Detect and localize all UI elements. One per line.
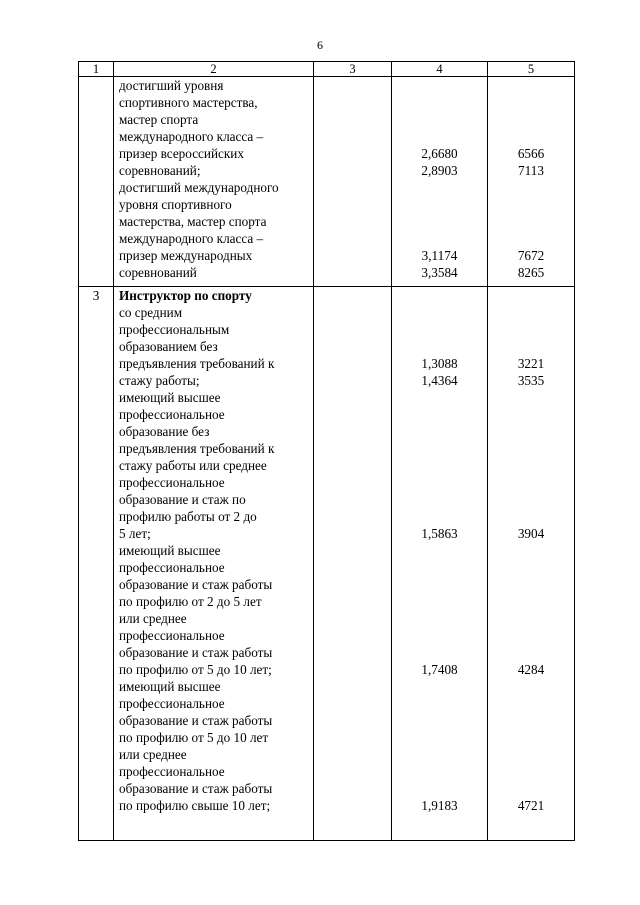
empty-cell [314, 77, 392, 287]
header-cell-5: 5 [488, 62, 575, 77]
description-line: образование и стаж работы [119, 645, 273, 660]
description-line: стажу работы; [119, 373, 200, 388]
description-line: образование и стаж по [119, 492, 246, 507]
description-line: профилю работы от 2 до [119, 509, 257, 524]
description-line: образование и стаж работы [119, 713, 273, 728]
salary-table [78, 61, 575, 841]
description-line: образование и стаж работы [119, 781, 273, 796]
table-row-sport-instructor [79, 287, 575, 841]
description-line: профессиональное [119, 560, 225, 575]
description-line: призер международных [119, 248, 253, 263]
description-line: соревнований; [119, 163, 201, 178]
description-line: мастерства, мастер спорта [119, 214, 267, 229]
position-description-cell [114, 77, 314, 287]
header-cell-1: 1 [79, 62, 114, 77]
description-line: имеющий высшее [119, 543, 221, 558]
description-line: образованием без [119, 339, 218, 354]
description-line: достигший уровня [119, 78, 224, 93]
description-line: международного класса – [119, 129, 264, 144]
coefficient-value: 2,6680 [421, 146, 458, 161]
salary-value: 7672 [517, 248, 545, 263]
description-line: профессиональное [119, 696, 225, 711]
description-line: по профилю свыше 10 лет; [119, 798, 271, 813]
coefficient-cell [392, 287, 488, 841]
description-line: предъявления требований к [119, 356, 275, 371]
salary-value: 3221 [517, 356, 545, 371]
description-line: образование без [119, 424, 210, 439]
coefficient-cell [392, 77, 488, 287]
description-line: по профилю от 5 до 10 лет; [119, 662, 272, 677]
salary-value: 4284 [517, 662, 545, 677]
header-cell-3: 3 [314, 62, 392, 77]
description-line: имеющий высшее [119, 390, 221, 405]
coefficient-value: 1,7408 [421, 662, 458, 677]
coefficient-value: 2,8903 [421, 163, 458, 178]
salary-cell [488, 287, 575, 841]
header-cell-2: 2 [114, 62, 314, 77]
description-line: профессиональное [119, 764, 225, 779]
description-line: предъявления требований к [119, 441, 275, 456]
description-line: или среднее [119, 747, 187, 762]
header-cell-4: 4 [392, 62, 488, 77]
salary-value: 6566 [517, 146, 545, 161]
empty-cell [314, 287, 392, 841]
salary-cell [488, 77, 575, 287]
position-title: Инструктор по спорту [119, 288, 252, 303]
description-line: профессиональное [119, 475, 225, 490]
salary-value: 3535 [517, 373, 545, 388]
description-line: профессиональное [119, 407, 225, 422]
row-number-cell [79, 77, 114, 287]
row-number-cell [79, 287, 114, 841]
description-line: достигший международного [119, 180, 279, 195]
description-line: имеющий высшее [119, 679, 221, 694]
description-line: международного класса – [119, 231, 264, 246]
description-line: по профилю от 2 до 5 лет [119, 594, 262, 609]
row-number: 3 [92, 288, 100, 303]
salary-value: 4721 [517, 798, 545, 813]
page-number: 6 [317, 38, 323, 52]
coefficient-value: 1,3088 [421, 356, 458, 371]
description-line: соревнований [119, 265, 197, 280]
header-row [79, 62, 575, 77]
description-line: мастер спорта [119, 112, 199, 127]
description-line: профессиональным [119, 322, 230, 337]
description-line: со средним [119, 305, 183, 320]
coefficient-value: 3,1174 [421, 248, 458, 263]
description-line: профессиональное [119, 628, 225, 643]
salary-value: 8265 [517, 265, 545, 280]
coefficient-value: 1,9183 [421, 798, 458, 813]
description-line: спортивного мастерства, [119, 95, 258, 110]
coefficient-value: 1,5863 [421, 526, 458, 541]
description-line: уровня спортивного [119, 197, 232, 212]
table-row-athlete-continued [79, 77, 575, 287]
salary-value: 3904 [517, 526, 545, 541]
description-line: образование и стаж работы [119, 577, 273, 592]
salary-value: 7113 [518, 163, 544, 178]
position-description-cell [114, 287, 314, 841]
description-line: или среднее [119, 611, 187, 626]
description-line: стажу работы или среднее [119, 458, 267, 473]
coefficient-value: 3,3584 [421, 265, 458, 280]
description-line: призер всероссийских [119, 146, 244, 161]
description-line: по профилю от 5 до 10 лет [119, 730, 269, 745]
description-line: 5 лет; [119, 526, 151, 541]
coefficient-value: 1,4364 [421, 373, 458, 388]
